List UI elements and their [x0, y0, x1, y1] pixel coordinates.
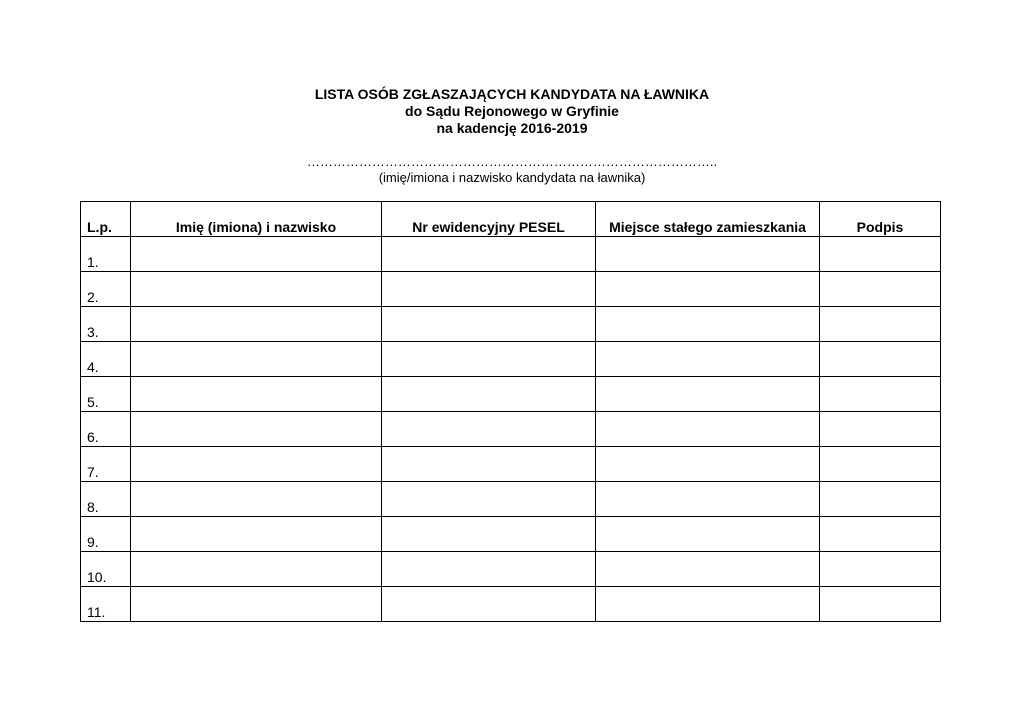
column-header-name: Imię (imiona) i nazwisko [131, 202, 382, 237]
candidate-name-caption: (imię/imiona i nazwisko kandydata na ławnika) [378, 170, 646, 185]
column-header-pesel: Nr ewidencyjny PESEL [382, 202, 596, 237]
pesel-cell [382, 307, 596, 342]
signature-cell [820, 447, 941, 482]
table-row [81, 447, 941, 482]
name-cell [131, 517, 382, 552]
table-row [81, 377, 941, 412]
column-header-lp: L.p. [81, 202, 131, 237]
name-cell [131, 377, 382, 412]
candidate-name-blank: ………………………………………………………………………………….. [306, 154, 718, 169]
name-cell [131, 272, 382, 307]
title-line-3: na kadencję 2016-2019 [436, 120, 588, 136]
signature-cell [820, 412, 941, 447]
signature-cell [820, 377, 941, 412]
row-number: 2. [81, 272, 131, 307]
row-number: 4. [81, 342, 131, 377]
row-number: 10. [81, 552, 131, 587]
address-cell [596, 272, 820, 307]
address-cell [596, 482, 820, 517]
table-body [81, 237, 941, 622]
signature-cell [820, 307, 941, 342]
name-cell [131, 237, 382, 272]
title-line-2: do Sądu Rejonowego w Gryfinie [405, 103, 619, 119]
table-row [81, 237, 941, 272]
pesel-cell [382, 377, 596, 412]
pesel-cell [382, 272, 596, 307]
table-row [81, 517, 941, 552]
address-cell [596, 342, 820, 377]
pesel-cell [382, 342, 596, 377]
document-title [0, 86, 1024, 137]
row-number: 6. [81, 412, 131, 447]
address-cell [596, 377, 820, 412]
name-cell [131, 342, 382, 377]
pesel-cell [382, 412, 596, 447]
table-row [81, 307, 941, 342]
address-cell [596, 517, 820, 552]
signature-cell [820, 342, 941, 377]
address-cell [596, 307, 820, 342]
pesel-cell [382, 552, 596, 587]
table-row [81, 342, 941, 377]
row-number: 11. [81, 587, 131, 622]
signature-cell [820, 517, 941, 552]
title-line-1: LISTA OSÓB ZGŁASZAJĄCYCH KANDYDATA NA ŁAWNIKA [314, 86, 710, 102]
signature-cell [820, 272, 941, 307]
row-number: 3. [81, 307, 131, 342]
name-cell [131, 447, 382, 482]
table-row [81, 482, 941, 517]
row-number: 1. [81, 237, 131, 272]
name-cell [131, 307, 382, 342]
column-header-address: Miejsce stałego zamieszkania [596, 202, 820, 237]
signature-cell [820, 237, 941, 272]
table-header-row [81, 202, 941, 237]
pesel-cell [382, 237, 596, 272]
column-header-signature: Podpis [820, 202, 941, 237]
signatures-table [80, 201, 941, 622]
table-row [81, 272, 941, 307]
signature-cell [820, 552, 941, 587]
row-number: 5. [81, 377, 131, 412]
signature-cell [820, 587, 941, 622]
address-cell [596, 412, 820, 447]
name-cell [131, 482, 382, 517]
pesel-cell [382, 447, 596, 482]
address-cell [596, 587, 820, 622]
address-cell [596, 237, 820, 272]
address-cell [596, 447, 820, 482]
pesel-cell [382, 517, 596, 552]
name-cell [131, 412, 382, 447]
row-number: 9. [81, 517, 131, 552]
pesel-cell [382, 587, 596, 622]
address-cell [596, 552, 820, 587]
row-number: 8. [81, 482, 131, 517]
name-cell [131, 552, 382, 587]
row-number: 7. [81, 447, 131, 482]
table-row [81, 552, 941, 587]
table-row [81, 412, 941, 447]
signature-cell [820, 482, 941, 517]
name-cell [131, 587, 382, 622]
pesel-cell [382, 482, 596, 517]
table-row [81, 587, 941, 622]
